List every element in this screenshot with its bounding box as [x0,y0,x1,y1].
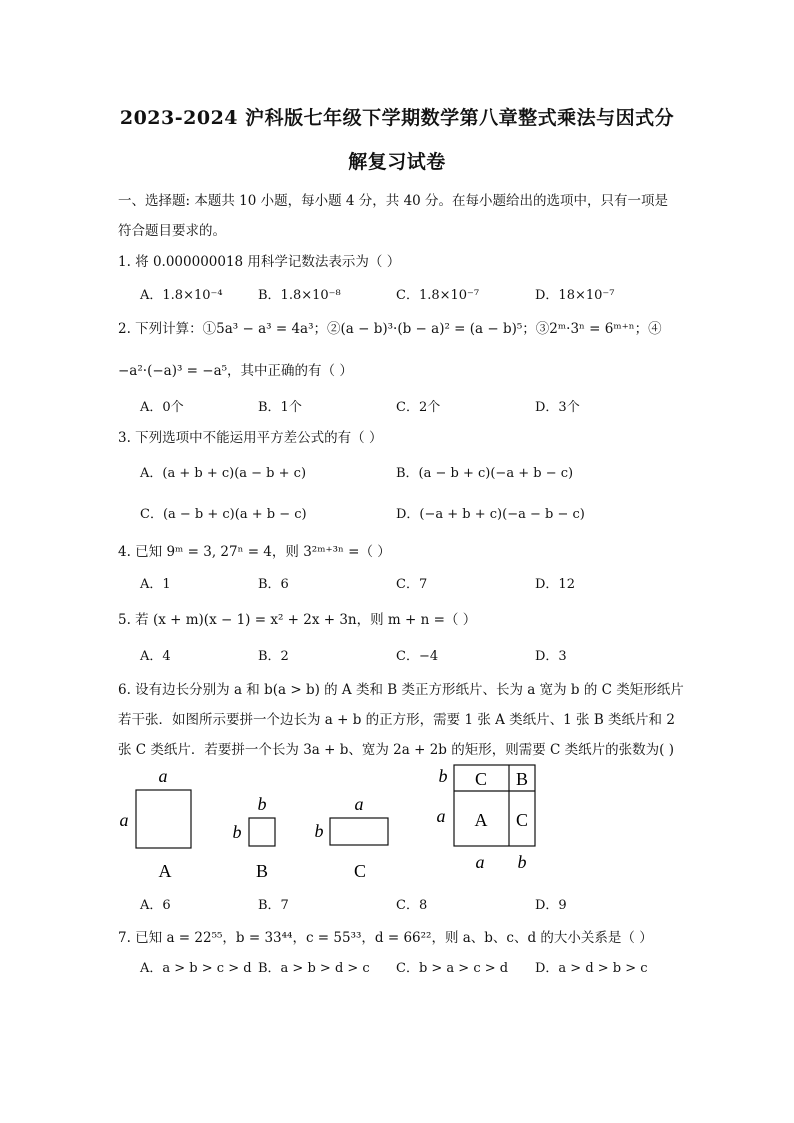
composite-cell-c-right: C [515,810,529,830]
question-1-stem: 1. 将 0.000000018 用科学记数法表示为（ ） [118,254,401,270]
q3-option-c: C．(a − b + c)(a + b − c) [140,507,307,522]
q4-option-a: A．1 [140,577,171,592]
composite-bottom-label-b: b [517,852,527,872]
rect-c-top-label: a [354,794,364,814]
q3-option-d: D．(−a + b + c)(−a − b − c) [396,507,585,522]
q5-option-d: D．3 [535,649,567,664]
q3-option-b: B．(a − b + c)(−a + b − c) [396,466,574,481]
q7-option-c: C．b > a > c > d [396,961,509,976]
page-title: 2023-2024 沪科版七年级下学期数学第八章整式乘法与因式分 [119,107,675,129]
square-b-caption: B [255,861,269,881]
q2-option-c: C．2个 [396,400,441,415]
q5-option-a: A．4 [140,649,171,664]
q4-option-c: C．7 [396,577,428,592]
q1-option-a: A．1.8×10⁻⁴ [140,288,223,303]
composite-left-label-b: b [438,766,448,786]
rect-c-left-label: b [314,821,324,841]
q6-option-a: A．6 [140,898,171,913]
composite-cell-b: B [515,769,529,789]
question-6-stem-end: 张 C 类纸片．若要拼一个长为 3a + b、宽为 2a + 2b 的矩形，则需要 C 类纸片的张数为( ) [118,742,674,758]
question-6-stem-continued: 若干张．如图所示要拼一个边长为 a + b 的正方形，需要 1 张 A 类纸片、1 张 B 类纸片和 2 [118,712,675,728]
page-title-continued: 解复习试卷 [348,151,446,173]
rect-c [330,818,388,845]
q7-option-d: D．a > d > b > c [535,961,648,976]
square-a-top-label: a [158,766,168,786]
q6-option-d: D．9 [535,898,567,913]
question-7-stem: 7. 已知 a = 22⁵⁵，b = 33⁴⁴，c = 55³³，d = 66²²，则 a、b、c、d 的大小关系是（ ） [118,930,653,946]
q2-option-b: B．1个 [258,400,302,415]
q1-option-c: C．1.8×10⁻⁷ [396,288,480,303]
question-4-stem: 4. 已知 9ᵐ = 3, 27ⁿ = 4，则 3²ᵐ⁺³ⁿ =（ ） [118,544,391,560]
composite-left-label-a: a [436,806,446,826]
q4-option-d: D．12 [535,577,575,592]
question-6-stem: 6. 设有边长分别为 a 和 b(a > b) 的 A 类和 B 类正方形纸片、长为 a 宽为 b 的 C 类矩形纸片 [118,682,684,698]
square-b [249,818,275,846]
q4-option-b: B．6 [258,577,289,592]
question-3-stem: 3. 下列选项中不能运用平方差公式的有（ ） [118,430,383,446]
q6-option-c: C．8 [396,898,428,913]
q3-option-a: A．(a + b + c)(a − b + c) [140,466,307,481]
composite-cell-a: A [474,810,488,830]
composite-cell-c-top: C [474,769,488,789]
question-2-stem: 2. 下列计算：①5a³ − a³ = 4a³；②(a − b)³·(b − a)² = (a − b)⁵；③2ᵐ·3ⁿ = 6ᵐ⁺ⁿ；④ [118,321,662,337]
square-a-caption: A [158,861,172,881]
square-a-left-label: a [119,810,129,830]
q5-option-c: C．−4 [396,649,439,664]
square-a [136,790,191,848]
q1-option-b: B．1.8×10⁻⁸ [258,288,341,303]
q7-option-b: B．a > b > d > c [258,961,370,976]
q1-option-d: D．18×10⁻⁷ [535,288,615,303]
q2-option-d: D．3个 [535,400,580,415]
square-b-top-label: b [257,794,267,814]
q5-option-b: B．2 [258,649,289,664]
rect-c-caption: C [353,861,367,881]
square-b-left-label: b [232,822,242,842]
q6-option-b: B．7 [258,898,289,913]
q7-option-a: A．a > b > c > d [140,961,252,976]
q2-option-a: A．0个 [140,400,184,415]
section-heading: 一、选择题: 本题共 10 小题，每小题 4 分，共 40 分。在每小题给出的选项中，只有一项是 [118,193,669,209]
composite-bottom-label-a: a [475,852,485,872]
section-heading-continued: 符合题目要求的。 [118,223,226,239]
question-2-stem-continued: −a²·(−a)³ = −a⁵，其中正确的有（ ） [118,363,353,379]
question-5-stem: 5. 若 (x + m)(x − 1) = x² + 2x + 3n，则 m + n =（ ） [118,612,477,628]
